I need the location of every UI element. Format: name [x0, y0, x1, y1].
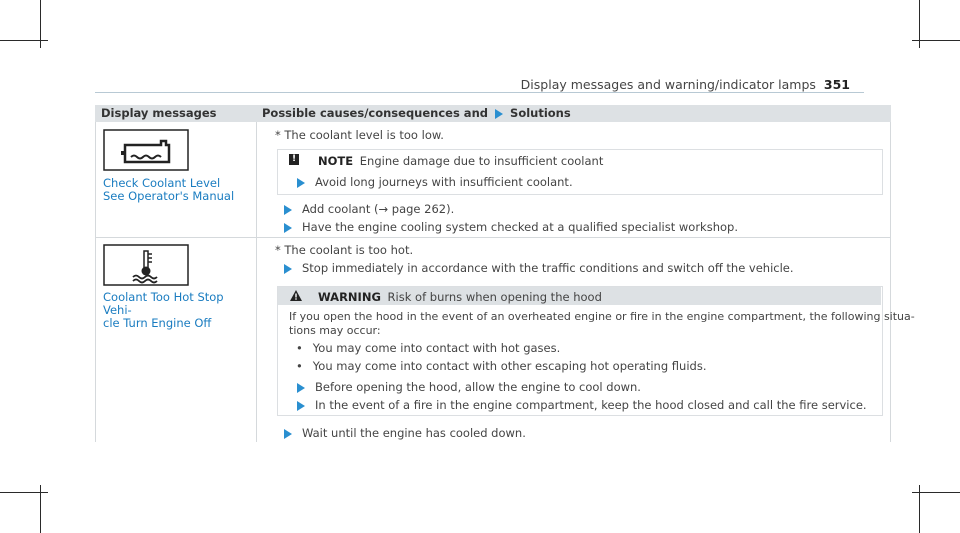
warning-text: Risk of burns when opening the hood [387, 290, 602, 304]
warning-line [318, 290, 602, 304]
crop-mark [0, 492, 48, 493]
crop-mark [912, 40, 960, 41]
col-header-display-messages: Display messages [101, 106, 217, 120]
arrow-icon [297, 178, 305, 188]
warning-action: In the event of a fire in the engine compartment, keep the hood closed and call the fire service. [297, 398, 867, 412]
arrow-icon [495, 109, 503, 119]
action-add-coolant: Add coolant (→ page 262). [284, 202, 454, 216]
note-label: NOTE [318, 154, 354, 168]
arrow-icon [284, 223, 292, 233]
warning-body: tions may occur: [289, 324, 381, 337]
arrow-icon [297, 401, 305, 411]
action-stop: Stop immediately in accordance with the traffic conditions and switch off the vehicle. [284, 261, 794, 275]
warning-body: If you open the hood in the event of an overheated engine or fire in the engine compartment, the following situa- [289, 310, 915, 323]
cause-text: * The coolant level is too low. [275, 128, 444, 142]
page-number: 351 [823, 77, 850, 92]
arrow-icon [284, 205, 292, 215]
running-header [521, 77, 850, 92]
table-column-divider [256, 122, 257, 442]
note-icon: ! [289, 154, 299, 165]
bullet-item: • You may come into contact with hot gases. [296, 341, 561, 355]
table-border-left [95, 122, 96, 442]
display-message-coolant-too-hot: Coolant Too Hot Stop Vehi- cle Turn Engine Off [103, 290, 224, 330]
warning-icon [290, 290, 302, 301]
arrow-icon [297, 383, 305, 393]
row-divider [95, 237, 891, 238]
cause-text: * The coolant is too hot. [275, 243, 414, 257]
table-header [95, 105, 891, 122]
warning-label: WARNING [318, 290, 381, 304]
col-header-causes: Possible causes/consequences and Solutions [262, 106, 571, 120]
note-line [318, 154, 603, 168]
arrow-icon [284, 264, 292, 274]
action-have-checked: Have the engine cooling system checked at a qualified specialist workshop. [284, 220, 738, 234]
table-border-right [890, 122, 891, 442]
display-message-check-coolant: Check Coolant Level See Operator's Manual [103, 176, 235, 203]
action-wait: Wait until the engine has cooled down. [284, 426, 526, 440]
header-rule [95, 92, 864, 93]
coolant-level-icon [103, 129, 189, 171]
note-action: Avoid long journeys with insufficient coolant. [297, 175, 573, 189]
coolant-temperature-icon [103, 244, 189, 286]
crop-mark [912, 492, 960, 493]
warning-action: Before opening the hood, allow the engine to cool down. [297, 380, 641, 394]
arrow-icon [284, 429, 292, 439]
crop-mark [0, 40, 48, 41]
section-title: Display messages and warning/indicator lamps [520, 77, 816, 92]
note-text: Engine damage due to insufficient coolant [359, 154, 604, 168]
bullet-item: • You may come into contact with other escaping hot operating fluids. [296, 359, 707, 373]
